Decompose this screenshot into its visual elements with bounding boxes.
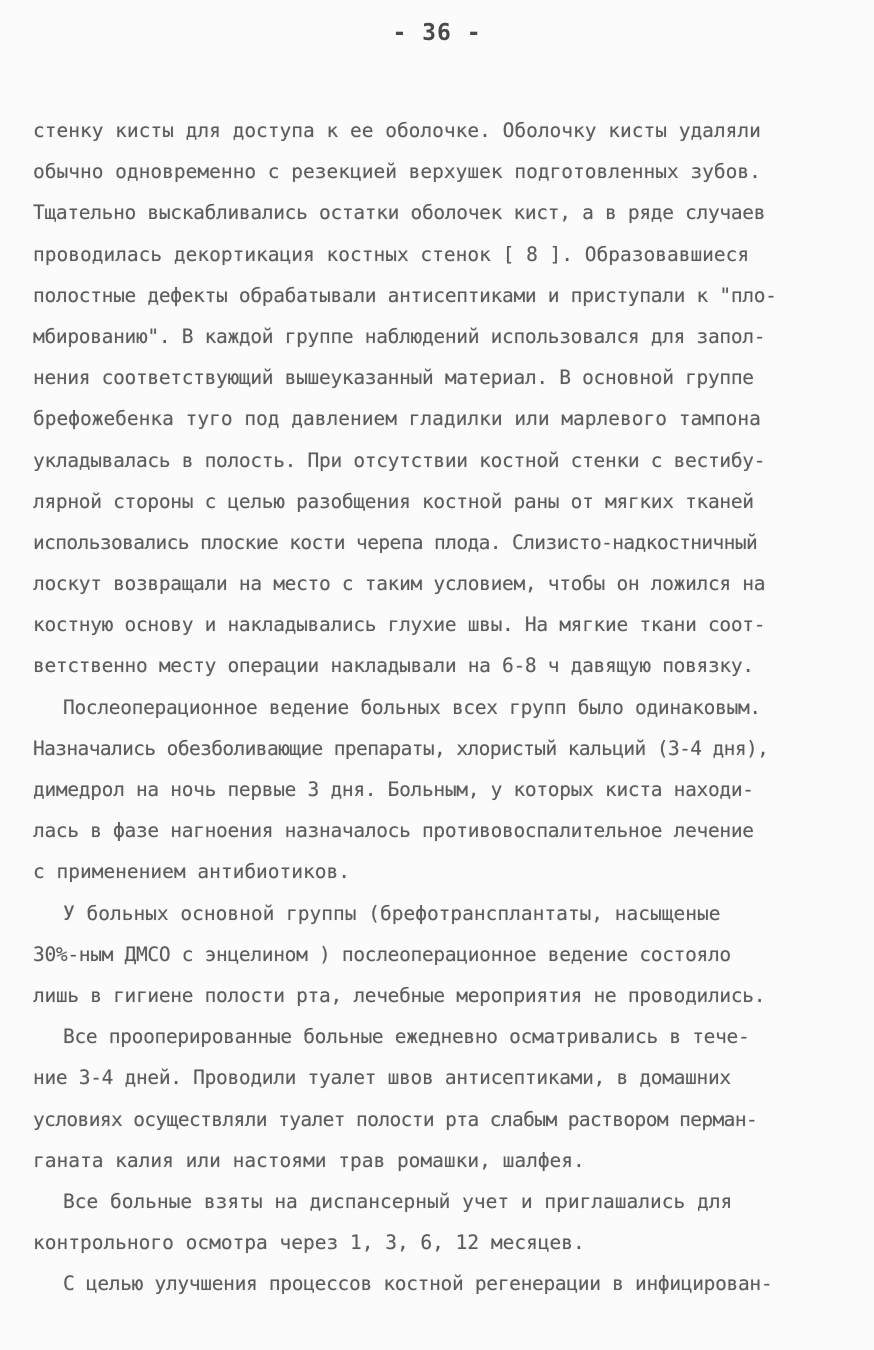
text-line: Назначались обезболивающие препараты, хлористый кальций (3-4 дня), <box>33 736 769 760</box>
text-line: обычно одновременно с резекцией верхушек подготовленных зубов. <box>33 160 761 184</box>
text-line: костную основу и накладывались глухие швы. На мягкие ткани соот- <box>33 613 766 637</box>
text-line: С целью улучшения процессов костной регенерации в инфицирован- <box>63 1272 773 1296</box>
paragraph <box>33 687 848 893</box>
text-line: с применением антибиотиков. <box>33 860 350 884</box>
text-line: полостные дефекты обрабатывали антисептиками и приступали к "пло- <box>33 283 777 307</box>
text-line: нения соответствующий вышеуказанный материал. В основной группе <box>33 366 754 390</box>
text-line: Все прооперированные больные ежедневно осматривались в тече- <box>63 1025 750 1049</box>
text-line: Все больные взяты на диспансерный учет и приглашались для <box>63 1189 733 1213</box>
paragraph <box>33 1016 848 1181</box>
text-line: Тщательно выскабливались остатки оболочек кист, а в ряде случаев <box>33 201 766 225</box>
text-line: лярной стороны с целью разобщения костной раны от мягких тканей <box>33 489 754 513</box>
text-line: проводилась декортикация костных стенок [ 8 ]. Образовавшиеся <box>33 242 750 266</box>
text-line: ветственно месту операции накладывали на 6-8 ч давящую повязку. <box>33 654 754 678</box>
text-line: У больных основной группы (брефотрансплантаты, насыщеные <box>63 901 721 925</box>
text-line: брефожебенка туго под давлением гладилки или марлевого тампона <box>33 407 761 431</box>
paragraph <box>33 1263 848 1304</box>
paragraph <box>33 893 848 1017</box>
page-number: - 36 - <box>392 20 482 46</box>
text-line: лась в фазе нагноения назначалось противовоспалительное лечение <box>33 819 754 843</box>
text-line: ганата калия или настоями трав ромашки, шалфея. <box>33 1148 585 1172</box>
text-line: лишь в гигиене полости рта, лечебные мероприятия не проводились. <box>33 983 766 1007</box>
paragraph <box>33 110 848 687</box>
text-line: стенку кисты для доступа к ее оболочке. Оболочку кисты удаляли <box>33 119 761 142</box>
text-line: укладывалась в полость. При отсутствии костной стенки с вестибу- <box>33 448 766 472</box>
text-line: контрольного осмотра через 1, 3, 6, 12 месяцев. <box>33 1231 585 1255</box>
text-line: условиях осуществляли туалет полости рта слабым раствором перман- <box>33 1107 758 1131</box>
text-line: лоскут возвращали на место с таким условием, чтобы он ложился на <box>33 572 766 596</box>
paragraph <box>33 1181 848 1263</box>
text-line: 30%-ным ДМСО с энцелином ) послеоперационное ведение состояло <box>33 942 731 966</box>
text-line: использовались плоские кости черепа плода. Слизисто-надкостничный <box>33 530 758 554</box>
text-line: димедрол на ночь первые 3 дня. Больным, у которых киста находи- <box>33 778 754 801</box>
text-line: мбированию". В каждой группе наблюдений использовался для запол- <box>33 324 766 348</box>
text-line: Послеоперационное ведение больных всех групп было одинаковым. <box>63 695 761 719</box>
document-body <box>33 110 848 1304</box>
text-line: ние 3-4 дней. Проводили туалет швов антисептиками, в домашних <box>33 1066 731 1090</box>
